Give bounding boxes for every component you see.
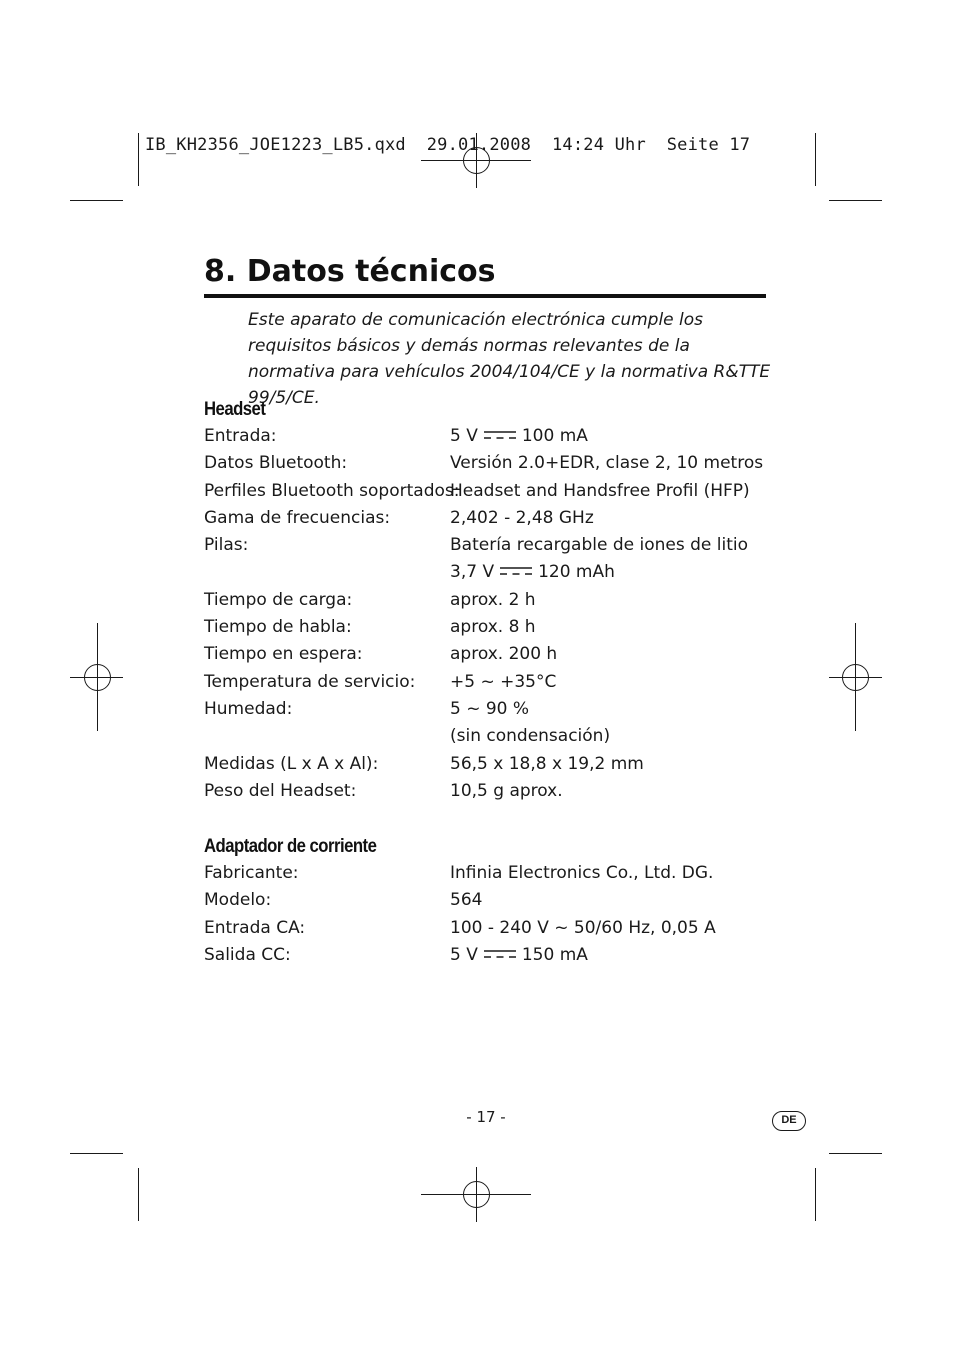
spec-value-current: 120 mAh bbox=[538, 562, 615, 583]
spec-value-voltage: 5 V bbox=[450, 944, 478, 965]
spec-value bbox=[450, 423, 588, 450]
spec-value: aprox. 2 h bbox=[450, 589, 536, 610]
dc-current-icon bbox=[484, 429, 516, 441]
spec-row bbox=[204, 505, 804, 532]
dc-current-icon bbox=[484, 948, 516, 960]
spec-label: Entrada: bbox=[204, 426, 277, 446]
headset-heading: Headset bbox=[204, 399, 266, 420]
spec-label: Salida CC: bbox=[204, 944, 291, 965]
spec-label: Peso del Headset: bbox=[204, 780, 357, 801]
spec-label: Tiempo en espera: bbox=[204, 644, 363, 665]
spec-value: 5 ~ 90 % bbox=[450, 698, 530, 719]
spec-value-voltage: 3,7 V bbox=[450, 562, 495, 583]
spec-label: Tiempo de carga: bbox=[204, 589, 353, 610]
spec-row bbox=[204, 669, 804, 696]
spec-row bbox=[204, 723, 804, 750]
spec-label: Medidas (L x A x Al): bbox=[204, 753, 379, 774]
adapter-spec-list bbox=[204, 860, 804, 969]
spec-label: Entrada CA: bbox=[204, 917, 306, 938]
spec-row bbox=[204, 614, 804, 641]
spec-row bbox=[204, 915, 804, 942]
headset-section bbox=[204, 397, 804, 805]
spec-value-current: 100 mA bbox=[521, 426, 588, 446]
page-number: - 17 - bbox=[466, 1108, 506, 1126]
spec-value: aprox. 200 h bbox=[450, 644, 558, 665]
spec-row bbox=[204, 778, 804, 805]
spec-row bbox=[204, 751, 804, 778]
spec-row bbox=[204, 887, 804, 914]
spec-value: Infinia Electronics Co., Ltd. DG. bbox=[450, 863, 714, 883]
spec-label: Tiempo de habla: bbox=[204, 617, 352, 638]
spec-value bbox=[450, 942, 588, 969]
spec-value-voltage: 5 V bbox=[450, 426, 478, 446]
spec-row bbox=[204, 478, 804, 505]
print-slug: IB_KH2356_JOE1223_LB5.qxd 29.01.2008 14:24 Uhr Seite 17 bbox=[145, 135, 751, 155]
spec-value: (sin condensación) bbox=[450, 726, 611, 747]
spec-row bbox=[204, 587, 804, 614]
spec-row bbox=[204, 696, 804, 723]
spec-value bbox=[450, 559, 615, 586]
spec-row bbox=[204, 641, 804, 668]
adapter-section bbox=[204, 834, 804, 969]
spec-row bbox=[204, 860, 804, 887]
spec-value: 100 - 240 V ~ 50/60 Hz, 0,05 A bbox=[450, 917, 716, 938]
dc-current-icon bbox=[500, 565, 532, 577]
spec-value: +5 ~ +35°C bbox=[450, 671, 557, 692]
spec-value: Versión 2.0+EDR, clase 2, 10 metros bbox=[450, 453, 764, 474]
spec-value-current: 150 mA bbox=[521, 944, 588, 965]
spec-value: 10,5 g aprox. bbox=[450, 780, 563, 801]
spec-value: 2,402 - 2,48 GHz bbox=[450, 507, 594, 528]
spec-label: Modelo: bbox=[204, 890, 272, 911]
spec-row bbox=[204, 423, 804, 450]
spec-label: Pilas: bbox=[204, 535, 249, 556]
spec-label: Perfiles Bluetooth soportados: bbox=[204, 480, 460, 501]
spec-value: Batería recargable de iones de litio bbox=[450, 535, 749, 556]
intro-paragraph: Este aparato de comunicación electrónica cumple los requisitos básicos y demás normas relevantes de la normativa para vehículos 2004/104/CE y la normativa R&TTE 99/5/CE. bbox=[248, 310, 771, 408]
spec-label: Gama de frecuencias: bbox=[204, 507, 391, 528]
spec-row bbox=[204, 450, 804, 477]
spec-value: 564 bbox=[450, 890, 483, 911]
spec-row bbox=[204, 942, 804, 969]
spec-label: Humedad: bbox=[204, 698, 293, 719]
spec-label: Fabricante: bbox=[204, 863, 299, 883]
language-badge: DE bbox=[772, 1111, 806, 1131]
title-rule bbox=[204, 294, 766, 298]
spec-label: Temperatura de servicio: bbox=[204, 671, 416, 692]
spec-row bbox=[204, 532, 804, 559]
spec-value: Headset and Handsfree Profil (HFP) bbox=[450, 480, 750, 501]
spec-value: 56,5 x 18,8 x 19,2 mm bbox=[450, 753, 644, 774]
spec-value: aprox. 8 h bbox=[450, 617, 536, 638]
page-title: 8. Datos técnicos bbox=[204, 254, 496, 289]
headset-spec-list bbox=[204, 423, 804, 805]
adapter-heading: Adaptador de corriente bbox=[204, 836, 377, 857]
spec-row bbox=[204, 559, 804, 586]
spec-label: Datos Bluetooth: bbox=[204, 453, 348, 474]
